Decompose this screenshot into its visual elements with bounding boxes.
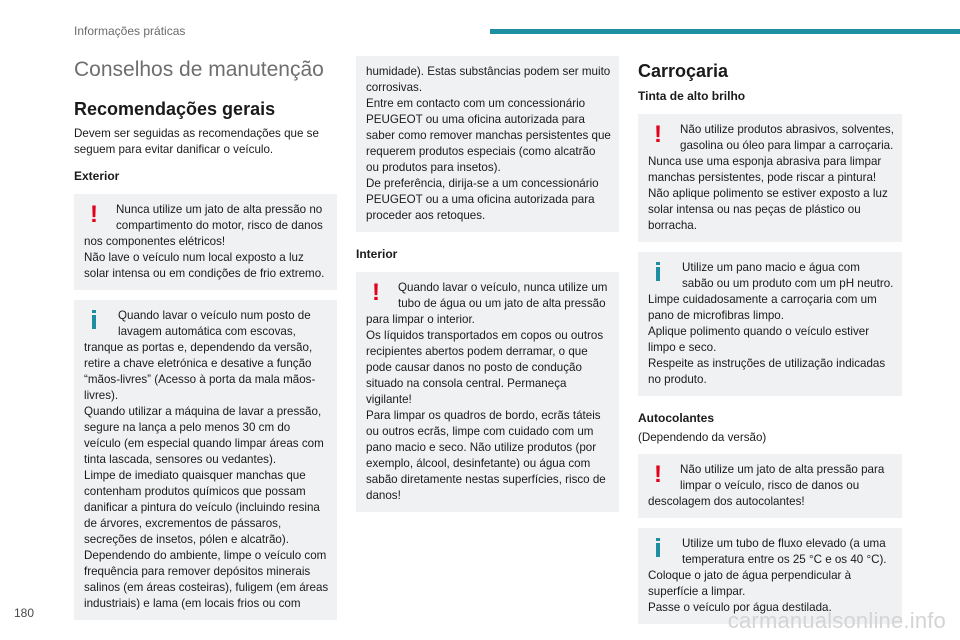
column-2 [356, 56, 619, 522]
watermark: carmanualsonline.info [727, 608, 946, 633]
page-number: 180 [14, 606, 35, 620]
warning-box-interior [356, 272, 619, 512]
version-note: (Dependendo da versão) [638, 431, 767, 444]
subheading-high-gloss-paint: Tinta de alto brilho [638, 89, 746, 103]
warning-text: Nunca utilize um jato de alta pressão no compartimento do motor, risco de danos nos componentes elétricos! Não lave o veículo num local exposto a luz solar intensa ou em condições de frio extremo. [84, 203, 325, 280]
subheading-stickers: Autocolantes [638, 411, 715, 425]
page-title: Conselhos de manutenção [74, 58, 324, 81]
info-icon [84, 308, 118, 340]
heading-general-recommendations: Recomendações gerais [74, 99, 276, 119]
header-accent-bar [490, 29, 960, 34]
warning-box-exterior [74, 194, 337, 290]
warning-text: Quando lavar o veículo, nunca utilize um tubo de água ou um jato de alta pressão para limpar o interior. Os líquidos transportados em copos ou outros recipientes abertos podem derramar, o que pode causar danos no posto de condução situado na consola central. Permaneça vigilante! Para limpar os quadros de bordo, ecrãs táteis ou outros ecrãs, limpe com cuidado com um pano macio e seco. Não utilize produtos (por exemplo, álcool, desinfetante) ou água com sabão diretamente nestas superfícies, risco de danos! [366, 281, 608, 502]
info-box-continued [356, 56, 619, 232]
warning-exclamation-icon: ! [654, 461, 662, 488]
info-icon [648, 260, 682, 292]
info-box-exterior [74, 300, 337, 620]
info-icon [648, 536, 682, 568]
warning-exclamation-icon: ! [654, 121, 662, 148]
warning-exclamation-icon: ! [90, 201, 98, 228]
info-text: Utilize um pano macio e água com sabão ou um produto com um pH neutro. Limpe cuidadosamente a carroçaria com um pano de microfibras limpo. Aplique polimento quando o veículo estiver limpo e seco. Respeite as instruções de utilização indicadas no produto. [648, 261, 894, 386]
subheading-interior: Interior [356, 247, 398, 261]
column-3 [638, 56, 902, 634]
intro-text: Devem ser seguidas as recomendações que se seguem para evitar danificar o veículo. [74, 127, 319, 156]
warning-box-stickers [638, 454, 902, 518]
info-text: Utilize um tubo de fluxo elevado (a uma temperatura entre os 25 °C e os 40 °C). Coloque o jato de água perpendicular à superfície a limpar. Passe o veículo por água destilada. [648, 537, 887, 614]
section-label: Informações práticas [74, 24, 186, 38]
info-box-paint [638, 252, 902, 396]
warning-box-paint [638, 114, 902, 242]
info-text: Quando lavar o veículo num posto de lavagem automática com escovas, tranque as portas e, dependendo da versão, retire a chave eletrónica e desative a função “mãos-livres” (Acesso à porta da mala mãos-livres). Quando utilizar a máquina de lavar a pressão, segure na lança a pelo menos 30 cm do veículo (em especial quando limpar áreas com tinta lascada, sensores ou vedantes). Limpe de imediato quaisquer manchas que contenham produtos químicos que possam danificar a pintura do veículo (incluindo resina de árvores, excrementos de pássaros, secreções de insetos, pólen e alcatrão). Dependendo do ambiente, limpe o veículo com frequência para remover depósitos minerais salinos (em áreas costeiras), fuligem (em áreas industriais) e lama (em locais frios ou com [84, 309, 329, 610]
warning-text: Não utilize um jato de alta pressão para limpar o veículo, risco de danos ou descolagem dos autocolantes! [648, 463, 888, 508]
warning-text: Não utilize produtos abrasivos, solventes, gasolina ou óleo para limpar a carroçaria. Nunca use uma esponja abrasiva para limpar manchas persistentes, pode riscar a pintura! Não aplique polimento se estiver exposto a luz solar intensa ou nas peças de plástico ou borracha. [648, 123, 894, 232]
subheading-exterior: Exterior [74, 169, 120, 183]
info-continued-text: humidade). Estas substâncias podem ser muito corrosivas. Entre em contacto com um concessionário PEUGEOT ou uma oficina autorizada para saber como remover manchas persistentes que requerem produtos especiais (como alcatrão ou produtos para insetos). De preferência, dirija-se a um concessionário PEUGEOT ou a uma oficina autorizada para proceder aos retoques. [366, 65, 611, 222]
warning-exclamation-icon: ! [372, 279, 380, 306]
column-1 [74, 56, 337, 630]
heading-bodywork: Carroçaria [638, 61, 729, 81]
